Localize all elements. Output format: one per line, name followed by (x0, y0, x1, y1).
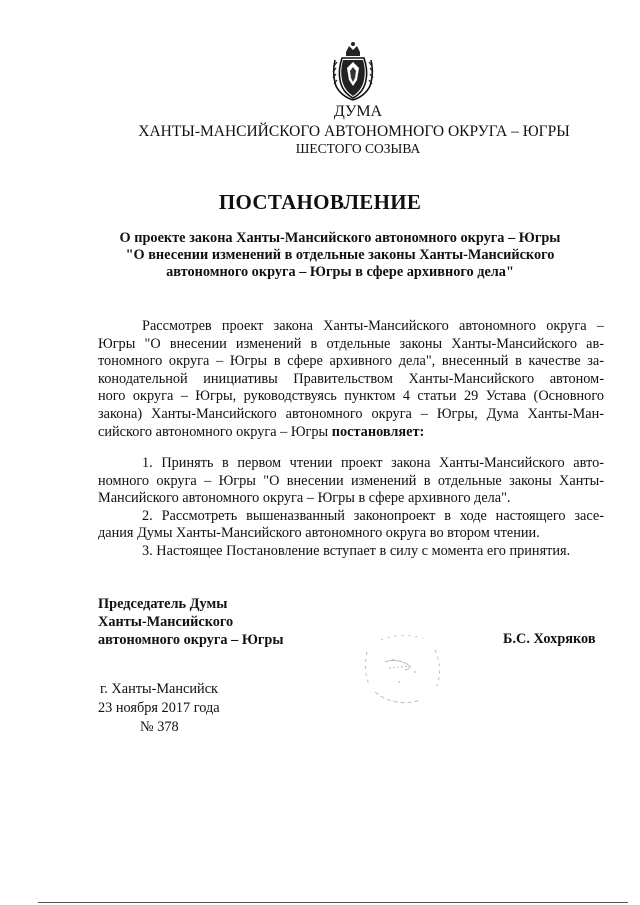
paragraph-text: сийского автономного округа – Югры (98, 423, 332, 440)
duma-heading: ДУМА (333, 103, 383, 120)
place-date-number (0, 680, 640, 737)
subject-line: автономного округа – Югры в сфере архивного дела" (166, 264, 514, 280)
document-title: ПОСТАНОВЛЕНИЕ (218, 190, 422, 214)
item-line: 1. Принять в первом чтении проект закона Ханты-Мансийского авто- (142, 455, 604, 471)
okrug-heading: ХАНТЫ-МАНСИЙСКОГО АВТОНОМНОГО ОКРУГА – ЮГРЫ (138, 123, 570, 140)
item-line: номного округа – Югры "О внесении изменений в отдельные законы Ханты- (98, 472, 604, 489)
paragraph-line: ного округа – Югры, руководствуясь пунктом 4 статьи 29 Устава (Основного (98, 388, 604, 405)
item-line: Мансийского автономного округа – Югры в сфере архивного дела". (98, 490, 511, 507)
preamble-paragraph (98, 318, 604, 441)
position-line: Председатель Думы (98, 596, 228, 612)
date-text: 23 ноября 2017 года (98, 700, 220, 716)
paragraph-line: конодательной инициативы Правительством Ханты-Мансийского автоном- (98, 370, 604, 387)
paragraph-line: Рассмотрев проект закона Ханты-Мансийского автономного округа – (142, 318, 604, 334)
paragraph-line: Югры "О внесении изменений в отдельные законы Ханты-Мансийского ав- (98, 335, 604, 352)
subject-line: О проекте закона Ханты-Мансийского автономного округа – Югры (119, 230, 561, 246)
sozyv-heading: ШЕСТОГО СОЗЫВА (295, 141, 421, 156)
paragraph-line: тономного округа – Югры в сфере архивного дела", внесенный в качестве за- (98, 353, 604, 370)
signatory-position (98, 595, 284, 649)
document-subject (90, 230, 590, 281)
document-number: № 378 (140, 719, 179, 735)
coat-of-arms-emblem (328, 40, 378, 102)
item-line: 2. Рассмотреть вышеназванный законопроект в ходе настоящего засе- (142, 507, 604, 524)
city-text: г. Ханты-Мансийск (100, 681, 218, 697)
item-line: 3. Настоящее Постановление вступает в силу с момента его принятия. (142, 542, 571, 559)
bottom-divider (38, 902, 628, 903)
subject-line: "О внесении изменений в отдельные законы Ханты-Мансийского (125, 247, 555, 263)
paragraph-line (98, 424, 604, 442)
item-line: дания Думы Ханты-Мансийского автономного округа во втором чтении. (98, 525, 540, 542)
position-line: автономного округа – Югры (98, 632, 284, 648)
paragraph-line: закона) Ханты-Мансийского автономного округа – Югры, Дума Ханты-Ман- (98, 405, 604, 422)
resolution-items (98, 455, 604, 561)
resolution-keyword: постановляет: (331, 423, 425, 440)
signatory-name: Б.С. Хохряков (503, 631, 596, 647)
position-line: Ханты-Мансийского (98, 614, 234, 630)
